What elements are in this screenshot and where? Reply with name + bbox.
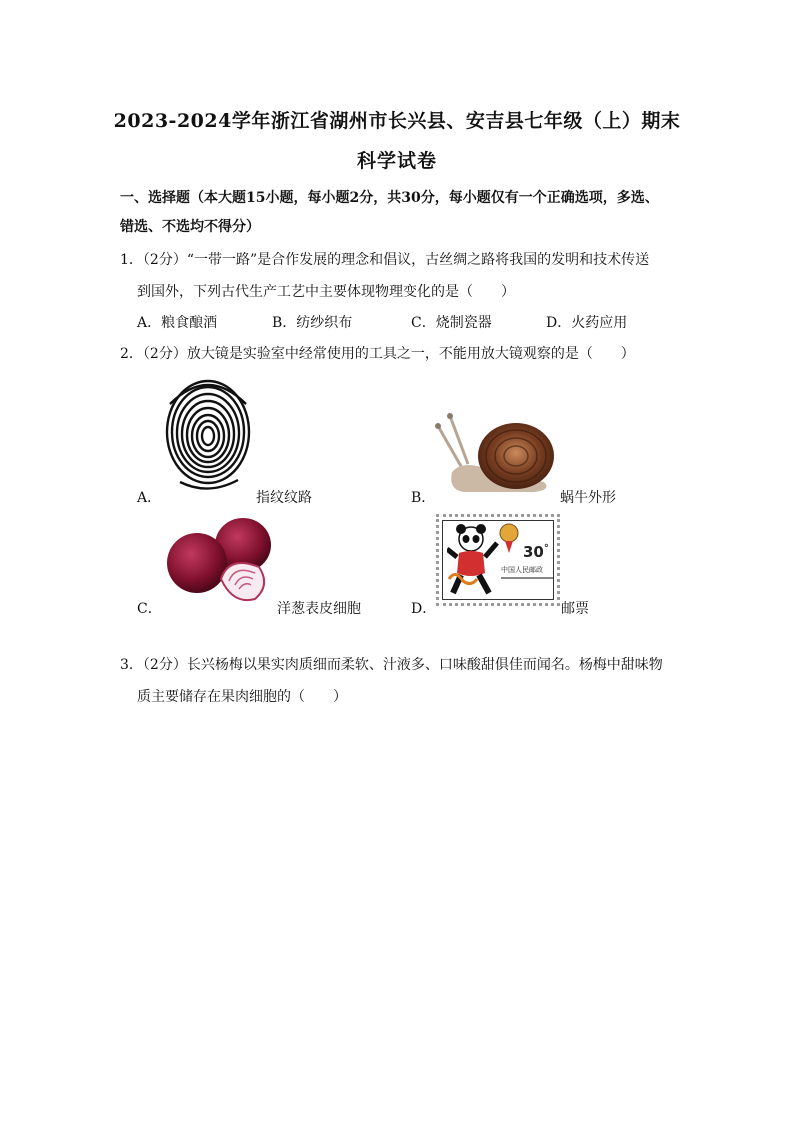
- stamp-fine-print: [501, 577, 553, 579]
- section-header-line1: 一、选择题（本大题15小题，每小题2分，共30分，每小题仅有一个正确选项，多选、: [120, 190, 659, 206]
- q2-option-c-letter: C．: [137, 601, 162, 617]
- fingerprint-image: [160, 374, 256, 492]
- q2-option-b-label: 蜗牛外形: [560, 490, 616, 506]
- q1-option-b: B．纺纱织布: [272, 315, 353, 331]
- exam-title-line1: 2023-2024学年浙江省湖州市长兴县、安吉县七年级（上）期末: [113, 110, 681, 132]
- snail-image: [434, 412, 558, 494]
- q2-option-b-letter: B．: [411, 490, 436, 506]
- exam-title-line2: 科学试卷: [356, 150, 437, 172]
- q2-stem-line1: 2．（2分）放大镜是实验室中经常使用的工具之一，不能用放大镜观察的是（ ）: [120, 346, 635, 362]
- stamp-country: 中国人民邮政: [501, 566, 543, 574]
- medal-torch-icon: [497, 523, 521, 553]
- q2-option-d-letter: D．: [411, 601, 437, 617]
- q2-option-a-letter: A．: [137, 490, 162, 506]
- stamp-value-number: 30: [523, 543, 544, 561]
- q1-option-a: A．粮食酿酒: [137, 315, 218, 331]
- onion-image: [163, 515, 273, 607]
- q2-option-d-label: 邮票: [561, 601, 589, 617]
- q1-option-d: D．火药应用: [546, 315, 628, 331]
- section-header-line2: 错选、不选均不得分）: [120, 219, 260, 235]
- stamp-value-unit: °: [543, 543, 549, 554]
- stamp-value: [523, 543, 549, 561]
- stamp-image: [436, 514, 560, 606]
- q3-stem-line1: 3．（2分）长兴杨梅以果实肉质细而柔软、汁液多、口味酸甜俱佳而闻名。杨梅中甜味物: [120, 657, 663, 673]
- q1-stem-line1: 1．（2分）“一带一路”是合作发展的理念和倡议，古丝绸之路将我国的发明和技术传送: [120, 252, 650, 268]
- q2-option-c-label: 洋葱表皮细胞: [277, 601, 361, 617]
- q1-stem-line2: 到国外，下列古代生产工艺中主要体现物理变化的是（ ）: [137, 284, 515, 300]
- q2-option-a-label: 指纹纹路: [256, 490, 312, 506]
- q3-stem-line2: 质主要储存在果肉细胞的（ ）: [137, 689, 347, 705]
- q1-option-c: C．烧制瓷器: [411, 315, 492, 331]
